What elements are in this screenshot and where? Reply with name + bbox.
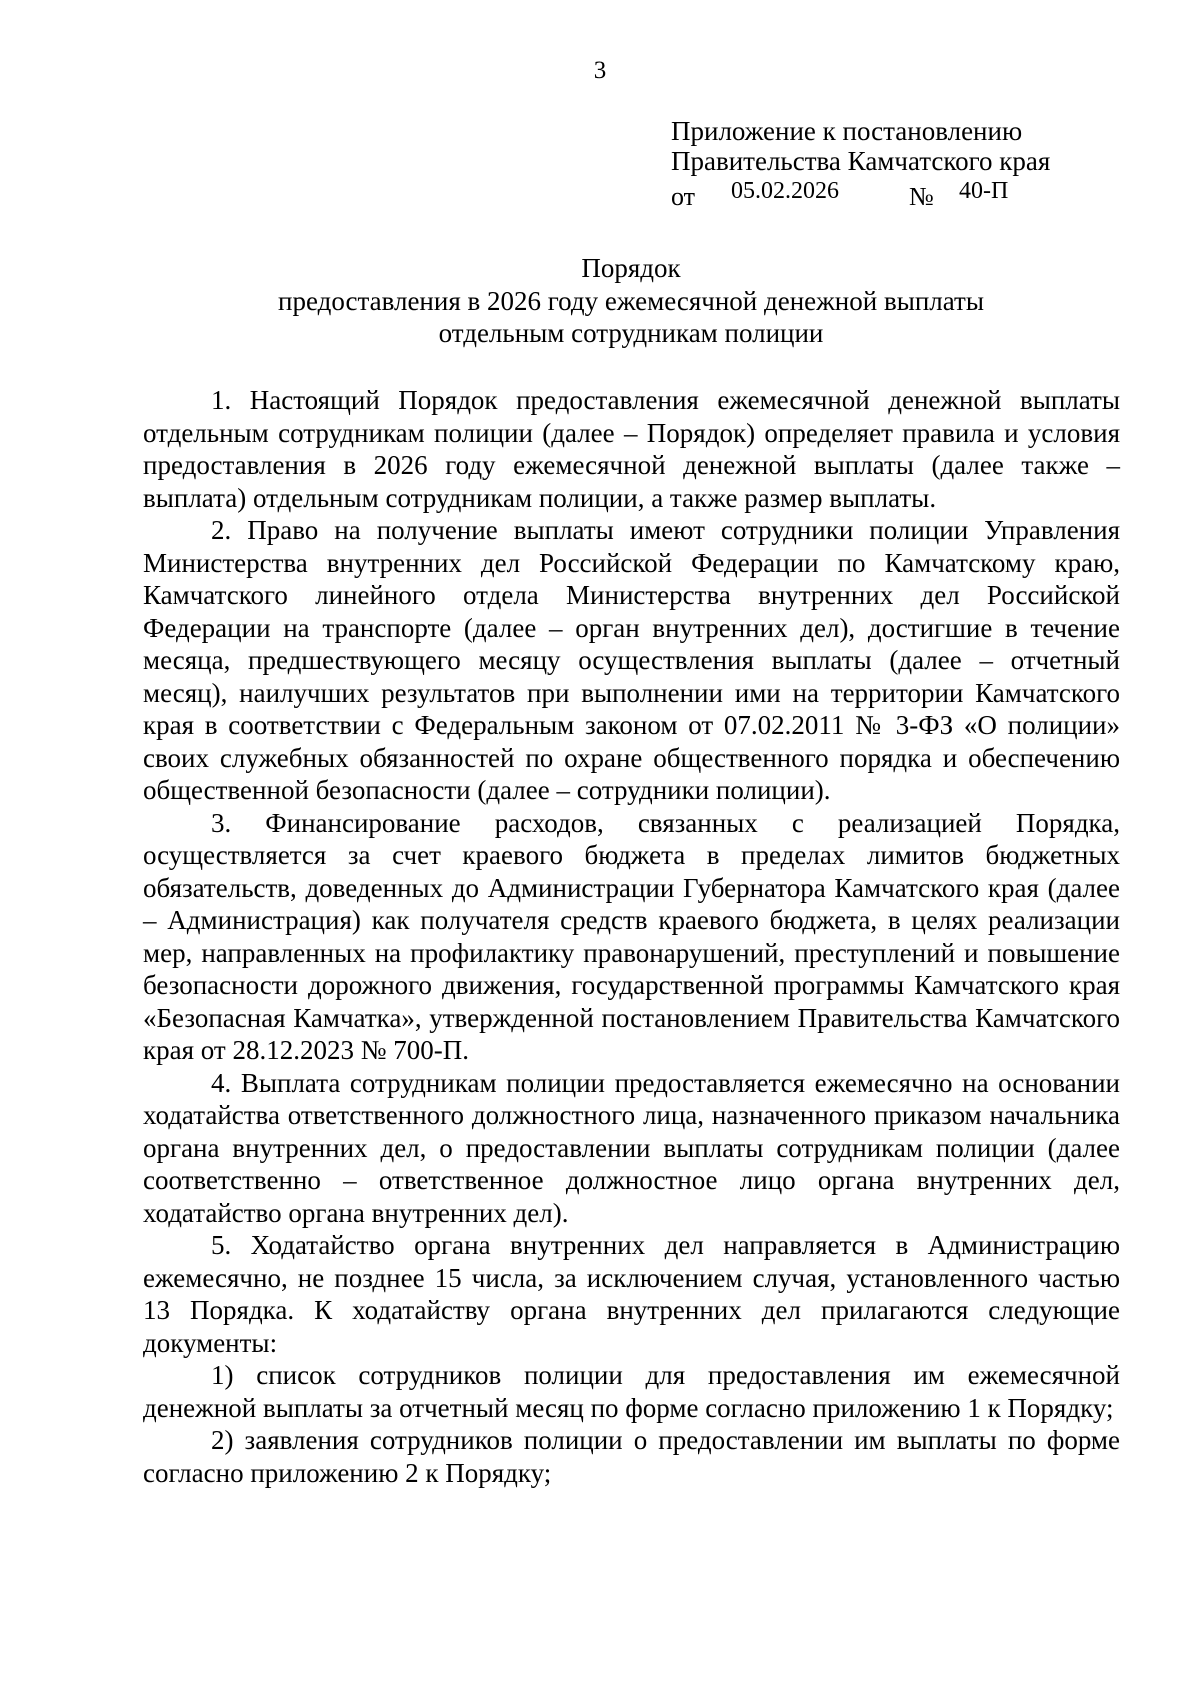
- title-line-2: предоставления в 2026 году ежемесячной денежной выплаты: [278, 285, 984, 316]
- title-line-3: отдельным сотрудникам полиции: [438, 318, 824, 348]
- paragraph-1: 1. Настоящий Порядок предоставления ежемесячной денежной выплаты отдельным сотрудникам полиции (далее – Порядок) определяет правила и условия предоставления в 2026 году ежемесячной денежной выплаты (далее также – выплата) отдельным сотрудникам полиции, а также размер выплаты.: [143, 385, 1120, 513]
- paragraph-3: 3. Финансирование расходов, связанных с реализацией Порядка, осуществляется за счет краевого бюджета в пределах лимитов бюджетных обязательств, доведенных до Администрации Губернатора Камчатского края (далее – Администрация) как получателя средств краевого бюджета, в целях реализации мер, направленных на профилактику правонарушений, преступлений и повышение безопасности дорожного движения, государственной программы Камчатского края «Безопасная Камчатка», утвержденной постановлением Правительства Камчатского края от 28.12.2023 № 700-П.: [143, 807, 1120, 1065]
- paragraph-5: 5. Ходатайство органа внутренних дел направляется в Администрацию ежемесячно, не позднее 15 числа, за исключением случая, установленного частью 13 Порядка. К ходатайству органа внутренних дел прилагаются следующие документы:: [143, 1230, 1120, 1358]
- appendix-header: [671, 116, 1050, 210]
- document-title: [0, 252, 1200, 350]
- resolution-date: 05.02.2026: [731, 178, 839, 204]
- appendix-reference: [671, 178, 1050, 210]
- paragraph-2: 2. Право на получение выплаты имеют сотрудники полиции Управления Министерства внутренних дел Российской Федерации по Камчатскому краю, Камчатского линейного отдела Министерства внутренних дел Российской Федерации на транспорте (далее – орган внутренних дел), достигшие в течение месяца, предшествующего месяцу осуществления выплаты (далее – отчетный месяц), наилучших результатов при выполнении ими на территории Камчатского края в соответствии с Федеральным законом от 07.02.2011 № 3-ФЗ «О полиции» своих служебных обязанностей по охране общественного порядка и обеспечению общественной безопасности (далее – сотрудники полиции).: [143, 515, 1120, 805]
- number-label: №: [909, 182, 934, 211]
- title-line-1: Порядок: [581, 253, 681, 283]
- appendix-line-2: Правительства Камчатского края: [671, 146, 1051, 176]
- from-label: от: [671, 182, 696, 211]
- page-number: 3: [593, 57, 607, 84]
- list-item-2: 2) заявления сотрудников полиции о предоставлении им выплаты по форме согласно приложению 2 к Порядку;: [143, 1425, 1120, 1488]
- list-item-1: 1) список сотрудников полиции для предоставления им ежемесячной денежной выплаты за отчетный месяц по форме согласно приложению 1 к Порядку;: [143, 1360, 1120, 1423]
- paragraph-4: 4. Выплата сотрудникам полиции предоставляется ежемесячно на основании ходатайства ответственного должностного лица, назначенного приказом начальника органа внутренних дел, о предоставлении выплаты сотрудникам полиции (далее соответственно – ответственное должностное лицо органа внутренних дел, ходатайство органа внутренних дел).: [143, 1067, 1120, 1228]
- document-body: [143, 384, 1120, 1489]
- appendix-line-1: Приложение к постановлению: [671, 116, 1023, 146]
- resolution-number: 40-П: [959, 178, 1009, 204]
